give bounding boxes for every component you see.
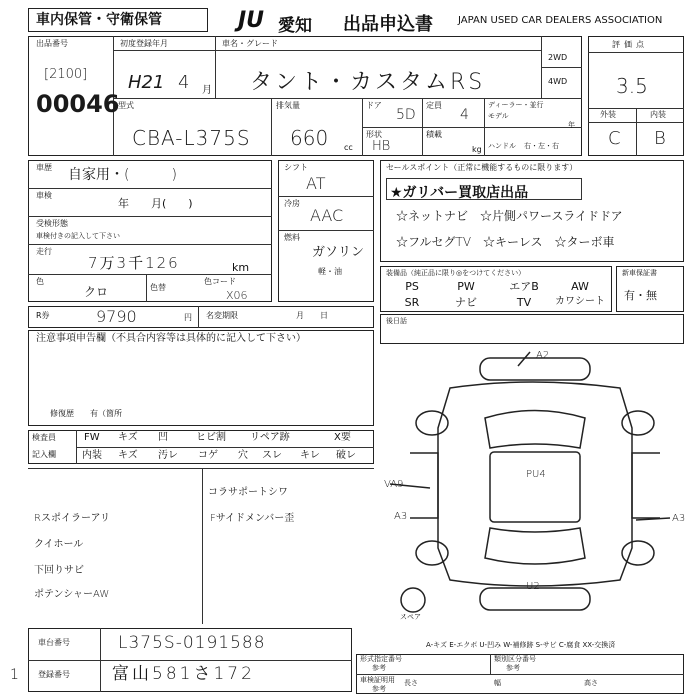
check-crack: ヒビ割 (196, 432, 226, 443)
shape-label: 形状 (366, 130, 382, 139)
shape-value: HB (372, 139, 391, 154)
first-reg-label: 初度登録年月 (120, 39, 168, 48)
car-name-value: タント・カスタムRS (250, 70, 486, 95)
divider (202, 468, 203, 624)
fuel-value: ガソリン (312, 245, 365, 260)
divider (271, 98, 272, 156)
check-hole: 穴 (238, 450, 248, 461)
name-change-md: 月 日 (296, 311, 328, 320)
displacement-label: 排気量 (276, 101, 300, 110)
divider (28, 244, 272, 245)
wheel-front-right (622, 411, 654, 435)
check-x: X要 (334, 432, 351, 443)
aircon-value: AAC (310, 206, 344, 225)
divider (278, 196, 374, 197)
check-interior: 内装 (82, 450, 102, 461)
check-fw: FW (84, 432, 100, 443)
inspector-note-2: Rスポイラーアリ (34, 513, 111, 524)
interior-value: B (654, 128, 666, 149)
equip-aw: AW (571, 280, 589, 293)
capacity-value: 4 (460, 107, 469, 123)
inspector-label: 検査員 (32, 433, 56, 442)
storage-label: 車内保管・守衛保管 (36, 12, 162, 28)
rating-value: 3.5 (616, 74, 648, 98)
inspector-note-5: 下回りサビ (34, 565, 84, 576)
fuel-label: 燃料 (284, 233, 300, 242)
diagram-mark-a3-right: A3 (672, 513, 686, 524)
divider (636, 108, 637, 156)
handle-label: ハンドル (488, 142, 516, 150)
cc-unit: cc (344, 143, 353, 152)
sales-point-label: セールスポイント（正常に機能するものに限ります） (386, 163, 578, 172)
exterior-value: C (608, 128, 621, 149)
fill-label: 記入欄 (32, 450, 56, 459)
inspector-note-3: Fサイドメンバー歪 (210, 513, 295, 524)
class-no-ref: 参考 (506, 664, 520, 672)
equip-seat: カワシート (555, 296, 605, 307)
divider (356, 674, 684, 675)
divider (541, 67, 582, 68)
year-label: 年 (568, 121, 575, 129)
damage-legend: A-キズ E-エクボ U-凹み W-補修跡 S-サビ C-腐食 XX-交換済 (426, 641, 616, 649)
exterior-label: 外装 (600, 110, 616, 119)
check-cut: キレ (300, 450, 320, 461)
brand-name: 愛知 (278, 16, 312, 36)
sales-point-1: ☆ネットナビ ☆片側パワースライドドア (396, 209, 623, 223)
color-label: 色 (36, 277, 44, 286)
color-code-label: 色コード (204, 277, 236, 286)
model-value: CBA-L375S (132, 126, 251, 150)
spare-label: スペア (400, 613, 421, 621)
inspection-ym: 年 月( ) (118, 197, 193, 210)
divider (215, 36, 216, 98)
car-front-bumper (480, 358, 590, 380)
kg-unit: kg (472, 145, 482, 154)
check-rub: スレ (262, 450, 282, 461)
r-ticket-label: R券 (36, 311, 50, 320)
rear-notes-label: 後日話 (386, 317, 407, 325)
reg-era: H21 (128, 72, 165, 93)
mileage-label: 走行 (36, 247, 52, 256)
shift-box (278, 160, 374, 302)
inspector-note-4: クイホール (34, 539, 84, 550)
door-value: 5D (396, 107, 416, 123)
margin-mark: 1 (10, 667, 19, 683)
check-burn: コゲ (198, 450, 218, 461)
divider (28, 216, 272, 217)
check-int-scratch: キズ (118, 450, 138, 461)
equip-navi: ナビ (455, 296, 477, 309)
check-repair: リペア跡 (250, 432, 290, 443)
divider (113, 50, 541, 51)
name-change-label: 名変期限 (206, 311, 238, 320)
repair-label: 修復歴 有（箇所 (50, 409, 122, 418)
car-rear-window (485, 528, 585, 564)
width-label: 幅 (494, 679, 501, 687)
dealer-label: ディーラー・並行 (488, 101, 544, 109)
rating-label: 評価点 (612, 40, 648, 49)
divider (113, 98, 582, 99)
equipment-label: 装備品（純正品に限り◎をつけてください） (386, 269, 526, 277)
color-change-label: 色替 (150, 283, 166, 292)
model2-label: モデル (488, 112, 509, 120)
diagram-mark-a3-left: A3 (394, 511, 408, 522)
door-label: ドア (366, 101, 382, 110)
history-label: 車歴 (36, 163, 52, 172)
plate-label: 登録番号 (38, 670, 70, 679)
reg-month-unit: 月 (202, 85, 212, 96)
color-code-value: X06 (226, 289, 248, 302)
warranty-options: 有・無 (624, 289, 657, 302)
check-tear: 破レ (336, 450, 356, 461)
divider (28, 274, 272, 275)
inspector-note-1: コラサポートシワ (208, 487, 288, 498)
divider (198, 306, 199, 328)
yen-unit: 円 (184, 313, 192, 322)
car-roof (490, 452, 580, 522)
car-check-label: 車検証明用 (360, 676, 395, 684)
rear-notes-box (380, 314, 684, 344)
memo-label: 受検形態 (36, 219, 68, 228)
divider (588, 52, 684, 53)
check-dent: 凹 (158, 432, 168, 443)
fuel-light-label: 軽・油 (318, 267, 342, 276)
car-body-outline (438, 382, 632, 586)
check-scratch: キズ (118, 432, 138, 443)
chassis-label: 車台番号 (38, 638, 70, 647)
wheel-rear-left (416, 541, 448, 565)
divider (76, 447, 374, 448)
diagram-mark-u2: U2 (526, 581, 540, 592)
interior-label: 内装 (650, 110, 666, 119)
shift-label: シフト (284, 163, 308, 172)
shift-value: AT (306, 174, 326, 193)
load-label: 積載 (426, 130, 442, 139)
equip-ps: PS (405, 280, 419, 293)
lot-no-label: 出品番号 (36, 39, 68, 48)
car-check-ref: 参考 (372, 685, 386, 693)
ju-logo: JU (238, 8, 265, 33)
car-left-side (410, 453, 438, 518)
sales-point-2: ☆フルセグTV ☆キーレス ☆ターボ車 (396, 235, 615, 249)
length-label: 長さ (404, 679, 418, 687)
wheel-rear-right (622, 541, 654, 565)
divider (146, 274, 147, 302)
inspection-label: 車検 (36, 191, 52, 200)
chassis-value: L375S-0191588 (118, 633, 266, 653)
class-no-label: 類別区分番号 (494, 655, 536, 663)
association-name: JAPAN USED CAR DEALERS ASSOCIATION (458, 15, 663, 26)
form-title: 出品申込書 (343, 14, 433, 35)
warranty-label: 新車保証書 (622, 269, 657, 277)
divider (100, 628, 101, 692)
km-unit: km (232, 261, 250, 274)
car-windshield (485, 411, 585, 449)
equip-tv: TV (516, 296, 532, 309)
form-no-label: 形式指定番号 (360, 655, 402, 663)
spare-tire (401, 588, 425, 612)
form-no-ref: 参考 (372, 664, 386, 672)
divider (362, 127, 582, 128)
lot-number: 00046 (36, 90, 120, 118)
model-label: 型式 (118, 101, 134, 110)
divider (28, 660, 352, 661)
diagram-mark-pu4: PU4 (526, 469, 546, 480)
diagram-mark-a2: A2 (536, 350, 550, 361)
memo-note: 車検付きの記入して下さい (36, 232, 120, 240)
car-name-label: 車名・グレード (222, 39, 278, 48)
capacity-label: 定員 (426, 101, 442, 110)
equip-pw: PW (457, 280, 475, 293)
diagram-mark-va9: VA9 (384, 479, 404, 490)
car-right-side (632, 453, 660, 518)
r-ticket-value: 9790 (96, 307, 137, 326)
divider (278, 230, 374, 231)
divider (28, 188, 272, 189)
height-label: 高さ (584, 679, 598, 687)
equip-sr: SR (404, 296, 420, 309)
displacement-value: 660 (290, 126, 329, 150)
drive-2wd: 2WD (548, 53, 568, 62)
mileage-value: 7万3千126 (88, 254, 180, 272)
lot-prefix: [2100] (44, 67, 88, 82)
aircon-label: 冷房 (284, 199, 300, 208)
handle-options: 右・左・右 (524, 142, 559, 150)
equip-airbag: エアB (509, 280, 539, 293)
color-value: クロ (84, 285, 109, 299)
check-stain: 汚レ (158, 450, 178, 461)
history-value: 自家用・( ) (68, 167, 177, 183)
divider (76, 430, 77, 464)
divider (490, 654, 491, 674)
dealer-notes-label: 注意事項申告欄（不具合内容等は具体的に記入して下さい） (36, 333, 306, 344)
drive-4wd: 4WD (548, 77, 568, 86)
divider (28, 468, 374, 469)
wheel-front-left (416, 411, 448, 435)
plate-value: 富山581さ172 (112, 664, 255, 684)
inspector-note-6: ポテンシャーAW (34, 589, 110, 600)
reg-month: 4 (178, 72, 190, 93)
gulliver-banner: ★ガリバー買取店出品 (390, 185, 529, 201)
